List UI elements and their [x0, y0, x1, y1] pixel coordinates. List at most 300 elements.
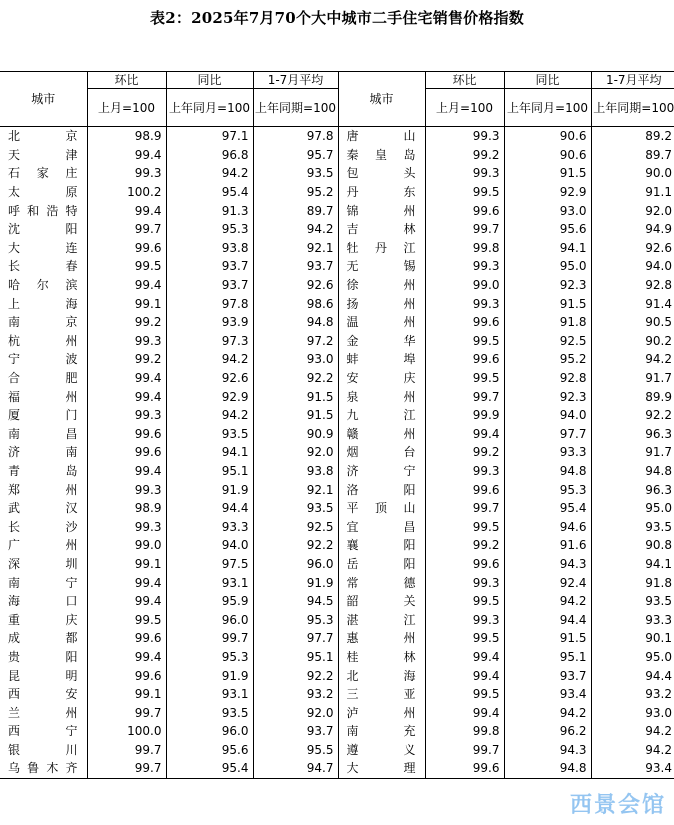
mom-right-cell: 99.7: [425, 220, 504, 239]
avg-right-cell: 89.7: [645, 147, 672, 162]
avg-right-cell: 93.5: [645, 594, 672, 609]
yoy-right-cell: 91.8: [504, 313, 591, 332]
yoy-left-cell: 95.1: [166, 462, 253, 481]
city-left-cell: 郑州: [0, 480, 87, 499]
yoy-right-cell: 93.4: [504, 685, 591, 704]
avg-left-cell: 89.7: [253, 201, 338, 220]
city-left-cell: 武汉: [0, 499, 87, 518]
avg-left-cell: 95.2: [253, 183, 338, 202]
mom-right-cell: 99.3: [425, 610, 504, 629]
avg-right-cell: 94.2: [645, 352, 672, 367]
mom-base-right: 上月=100: [425, 89, 504, 127]
table-row: [0, 239, 674, 258]
avg-right-cell: 95.0: [645, 649, 672, 664]
yoy-left-cell: 95.3: [166, 220, 253, 239]
yoy-left-cell: 91.9: [166, 480, 253, 499]
table-row: [0, 592, 674, 611]
yoy-left-cell: 93.7: [166, 276, 253, 295]
city-right-cell: 三亚: [338, 685, 425, 704]
avg-left-cell: 97.2: [253, 332, 338, 351]
mom-base-left: 上月=100: [87, 89, 166, 127]
table-row: [0, 666, 674, 685]
avg-right-cell: 96.3: [645, 482, 672, 497]
yoy-left-cell: 92.6: [166, 369, 253, 388]
yoy-left-cell: 95.3: [166, 648, 253, 667]
yoy-left-cell: 99.7: [166, 629, 253, 648]
mom-left-cell: 100.2: [87, 183, 166, 202]
yoy-right-cell: 94.3: [504, 741, 591, 760]
avg-right-cell: 89.9: [645, 389, 672, 404]
avg-right-cell: 91.7: [645, 445, 672, 460]
mom-left-cell: 99.3: [87, 480, 166, 499]
yoy-right-cell: 97.7: [504, 425, 591, 444]
table-row: [0, 648, 674, 667]
mom-left-cell: 99.3: [87, 517, 166, 536]
mom-left-cell: 99.7: [87, 220, 166, 239]
mom-left-cell: 99.3: [87, 164, 166, 183]
city-right-cell: 安庆: [338, 369, 425, 388]
yoy-right-cell: 94.8: [504, 462, 591, 481]
city-right-cell: 徐州: [338, 276, 425, 295]
city-left-cell: 福州: [0, 387, 87, 406]
avg-right-cell: 94.2: [645, 724, 672, 739]
city-right-cell: 锦州: [338, 201, 425, 220]
mom-left-cell: 99.5: [87, 257, 166, 276]
table-row: [0, 741, 674, 760]
yoy-left-cell: 94.1: [166, 443, 253, 462]
yoy-base-right: 上年同月=100: [504, 89, 591, 127]
avg-left-cell: 92.2: [253, 536, 338, 555]
city-right-cell: 秦皇岛: [338, 146, 425, 165]
mom-right-cell: 99.8: [425, 239, 504, 258]
yoy-left-cell: 96.8: [166, 146, 253, 165]
avg-right-cell: 91.1: [645, 185, 672, 200]
avg-left-cell: 92.2: [253, 369, 338, 388]
yoy-right-cell: 92.3: [504, 276, 591, 295]
mom-left-cell: 99.6: [87, 425, 166, 444]
city-left-cell: 太原: [0, 183, 87, 202]
avg-left-cell: 93.8: [253, 462, 338, 481]
yoy-right-cell: 92.4: [504, 573, 591, 592]
yoy-right-cell: 94.3: [504, 555, 591, 574]
table-row: [0, 257, 674, 276]
city-left-cell: 南昌: [0, 425, 87, 444]
city-right-cell: 赣州: [338, 425, 425, 444]
avg-right-cell: 93.4: [591, 759, 674, 778]
table-row: [0, 201, 674, 220]
city-right-cell: 扬州: [338, 294, 425, 313]
yoy-right-cell: 91.5: [504, 164, 591, 183]
avg-left-cell: 94.8: [253, 313, 338, 332]
avg-right-cell: 95.0: [645, 501, 672, 516]
city-right-cell: 泉州: [338, 387, 425, 406]
mom-header-right: 环比: [425, 72, 504, 89]
mom-right-cell: 99.3: [425, 294, 504, 313]
avg-left-cell: 95.7: [253, 146, 338, 165]
yoy-right-cell: 91.5: [504, 294, 591, 313]
mom-left-cell: 99.4: [87, 201, 166, 220]
avg-left-cell: 94.5: [253, 592, 338, 611]
yoy-left-cell: 95.4: [166, 183, 253, 202]
avg-right-cell: 90.5: [645, 315, 672, 330]
table-row: [0, 759, 674, 778]
avg-header-right: 1-7月平均: [591, 72, 674, 89]
avg-right-cell: 91.7: [645, 371, 672, 386]
city-right-cell: 金华: [338, 332, 425, 351]
mom-right-cell: 99.9: [425, 406, 504, 425]
yoy-left-cell: 94.0: [166, 536, 253, 555]
mom-left-cell: 99.4: [87, 146, 166, 165]
yoy-right-cell: 92.5: [504, 332, 591, 351]
table-row: [0, 183, 674, 202]
yoy-right-cell: 92.8: [504, 369, 591, 388]
avg-right-cell: 92.2: [645, 408, 672, 423]
mom-left-cell: 99.1: [87, 555, 166, 574]
city-left-cell: 沈阳: [0, 220, 87, 239]
city-right-cell: 宜昌: [338, 517, 425, 536]
city-left-cell: 贵阳: [0, 648, 87, 667]
avg-left-cell: 94.2: [253, 220, 338, 239]
yoy-right-cell: 94.8: [504, 759, 591, 778]
yoy-right-cell: 95.4: [504, 499, 591, 518]
city-left-cell: 上海: [0, 294, 87, 313]
avg-left-cell: 92.1: [253, 239, 338, 258]
avg-right-cell: 91.8: [645, 575, 672, 590]
yoy-left-cell: 95.6: [166, 741, 253, 760]
yoy-right-cell: 95.2: [504, 350, 591, 369]
city-right-cell: 平顶山: [338, 499, 425, 518]
yoy-left-cell: 95.4: [166, 759, 253, 778]
avg-right-cell: 90.0: [645, 166, 672, 181]
table-row: [0, 536, 674, 555]
city-left-cell: 呼和浩特: [0, 201, 87, 220]
city-left-cell: 长春: [0, 257, 87, 276]
city-left-cell: 南京: [0, 313, 87, 332]
city-right-cell: 吉林: [338, 220, 425, 239]
table-row: [0, 499, 674, 518]
city-right-cell: 韶关: [338, 592, 425, 611]
table-row: [0, 443, 674, 462]
city-right-cell: 大理: [338, 759, 425, 778]
table-row: [0, 610, 674, 629]
yoy-left-cell: 97.8: [166, 294, 253, 313]
mom-left-cell: 98.9: [87, 127, 166, 146]
city-left-cell: 深圳: [0, 555, 87, 574]
mom-left-cell: 99.2: [87, 350, 166, 369]
mom-right-cell: 99.5: [425, 517, 504, 536]
yoy-right-cell: 94.2: [504, 703, 591, 722]
city-left-cell: 北京: [0, 127, 87, 146]
avg-left-cell: 97.7: [253, 629, 338, 648]
table-row: [0, 462, 674, 481]
mom-right-cell: 99.7: [425, 387, 504, 406]
yoy-left-cell: 91.9: [166, 666, 253, 685]
mom-right-cell: 99.3: [425, 257, 504, 276]
yoy-left-cell: 92.9: [166, 387, 253, 406]
city-left-cell: 银川: [0, 741, 87, 760]
avg-header-left: 1-7月平均: [253, 72, 338, 89]
city-left-cell: 厦门: [0, 406, 87, 425]
avg-left-cell: 92.2: [253, 666, 338, 685]
table-row: [0, 703, 674, 722]
mom-right-cell: 99.4: [425, 703, 504, 722]
city-right-cell: 北海: [338, 666, 425, 685]
yoy-left-cell: 93.9: [166, 313, 253, 332]
city-right-cell: 九江: [338, 406, 425, 425]
table-row: [0, 406, 674, 425]
table-row: [0, 517, 674, 536]
avg-right-cell: 93.2: [645, 687, 672, 702]
avg-right-cell: 90.2: [645, 333, 672, 348]
avg-left-cell: 93.0: [253, 350, 338, 369]
yoy-left-cell: 97.5: [166, 555, 253, 574]
city-left-cell: 石家庄: [0, 164, 87, 183]
mom-left-cell: 99.4: [87, 387, 166, 406]
city-left-cell: 昆明: [0, 666, 87, 685]
table-row: [0, 294, 674, 313]
avg-right-cell: 93.0: [645, 705, 672, 720]
mom-left-cell: 99.5: [87, 610, 166, 629]
avg-right-cell: 92.6: [645, 240, 672, 255]
mom-right-cell: 99.5: [425, 183, 504, 202]
city-left-cell: 杭州: [0, 332, 87, 351]
avg-left-cell: 92.1: [253, 480, 338, 499]
city-left-cell: 成都: [0, 629, 87, 648]
avg-base-left: 上年同期=100: [253, 89, 338, 127]
mom-left-cell: 99.3: [87, 406, 166, 425]
avg-right-cell: 94.0: [645, 259, 672, 274]
mom-right-cell: 99.2: [425, 443, 504, 462]
mom-left-cell: 99.2: [87, 313, 166, 332]
yoy-right-cell: 92.3: [504, 387, 591, 406]
city-right-cell: 南充: [338, 722, 425, 741]
table-row: [0, 629, 674, 648]
city-left-cell: 兰州: [0, 703, 87, 722]
avg-right-cell: 89.2: [645, 129, 672, 144]
yoy-right-cell: 93.0: [504, 201, 591, 220]
avg-left-cell: 93.5: [253, 164, 338, 183]
city-left-cell: 合肥: [0, 369, 87, 388]
city-header-left: 城市: [0, 72, 87, 127]
yoy-right-cell: 95.0: [504, 257, 591, 276]
yoy-left-cell: 93.5: [166, 425, 253, 444]
city-left-cell: 长沙: [0, 517, 87, 536]
table-row: [0, 573, 674, 592]
avg-left-cell: 93.7: [253, 257, 338, 276]
mom-right-cell: 99.3: [425, 127, 504, 146]
city-left-cell: 乌鲁木齐: [0, 759, 87, 778]
mom-left-cell: 100.0: [87, 722, 166, 741]
table-row: [0, 276, 674, 295]
mom-left-cell: 99.4: [87, 573, 166, 592]
avg-right-cell: 94.8: [645, 463, 672, 478]
table-row: [0, 164, 674, 183]
yoy-left-cell: 91.3: [166, 201, 253, 220]
yoy-base-left: 上年同月=100: [166, 89, 253, 127]
yoy-left-cell: 96.0: [166, 722, 253, 741]
mom-right-cell: 99.6: [425, 759, 504, 778]
table-row: [0, 369, 674, 388]
avg-left-cell: 95.3: [253, 610, 338, 629]
mom-left-cell: 99.0: [87, 536, 166, 555]
city-right-cell: 牡丹江: [338, 239, 425, 258]
city-right-cell: 唐山: [338, 127, 425, 146]
city-left-cell: 海口: [0, 592, 87, 611]
city-right-cell: 岳阳: [338, 555, 425, 574]
avg-left-cell: 93.5: [253, 499, 338, 518]
yoy-right-cell: 93.3: [504, 443, 591, 462]
yoy-right-cell: 95.1: [504, 648, 591, 667]
yoy-right-cell: 95.3: [504, 480, 591, 499]
city-right-cell: 包头: [338, 164, 425, 183]
city-left-cell: 西安: [0, 685, 87, 704]
city-left-cell: 重庆: [0, 610, 87, 629]
mom-right-cell: 99.3: [425, 462, 504, 481]
city-right-cell: 济宁: [338, 462, 425, 481]
table-row: [0, 722, 674, 741]
yoy-right-cell: 96.2: [504, 722, 591, 741]
mom-left-cell: 99.3: [87, 332, 166, 351]
mom-left-cell: 99.6: [87, 443, 166, 462]
avg-right-cell: 91.4: [645, 296, 672, 311]
avg-right-cell: 93.3: [645, 612, 672, 627]
mom-left-cell: 99.1: [87, 685, 166, 704]
table-row: [0, 425, 674, 444]
city-right-cell: 湛江: [338, 610, 425, 629]
avg-right-cell: 94.9: [645, 222, 672, 237]
yoy-right-cell: 91.5: [504, 629, 591, 648]
yoy-header-right: 同比: [504, 72, 591, 89]
city-left-cell: 南宁: [0, 573, 87, 592]
yoy-right-cell: 94.1: [504, 239, 591, 258]
avg-left-cell: 91.9: [253, 573, 338, 592]
mom-right-cell: 99.2: [425, 146, 504, 165]
mom-right-cell: 99.4: [425, 666, 504, 685]
yoy-left-cell: 93.1: [166, 573, 253, 592]
table-row: [0, 350, 674, 369]
mom-left-cell: 99.7: [87, 759, 166, 778]
mom-left-cell: 99.4: [87, 276, 166, 295]
avg-left-cell: 94.7: [253, 759, 338, 778]
table-row: [0, 480, 674, 499]
table-row: [0, 313, 674, 332]
city-left-cell: 广州: [0, 536, 87, 555]
mom-right-cell: 99.8: [425, 722, 504, 741]
avg-right-cell: 93.5: [645, 519, 672, 534]
yoy-right-cell: 94.2: [504, 592, 591, 611]
avg-base-right: 上年同期=100: [591, 89, 674, 127]
city-left-cell: 哈尔滨: [0, 276, 87, 295]
city-left-cell: 天津: [0, 146, 87, 165]
mom-left-cell: 99.6: [87, 666, 166, 685]
yoy-right-cell: 91.6: [504, 536, 591, 555]
yoy-right-cell: 90.6: [504, 127, 591, 146]
city-right-cell: 惠州: [338, 629, 425, 648]
avg-left-cell: 95.1: [253, 648, 338, 667]
avg-left-cell: 92.6: [253, 276, 338, 295]
yoy-right-cell: 90.6: [504, 146, 591, 165]
city-header-right: 城市: [338, 72, 425, 127]
city-right-cell: 洛阳: [338, 480, 425, 499]
mom-right-cell: 99.4: [425, 648, 504, 667]
mom-right-cell: 99.5: [425, 685, 504, 704]
mom-left-cell: 99.1: [87, 294, 166, 313]
yoy-right-cell: 94.0: [504, 406, 591, 425]
mom-right-cell: 99.6: [425, 350, 504, 369]
yoy-left-cell: 94.2: [166, 406, 253, 425]
mom-header-left: 环比: [87, 72, 166, 89]
avg-left-cell: 92.5: [253, 517, 338, 536]
mom-right-cell: 99.7: [425, 499, 504, 518]
mom-right-cell: 99.6: [425, 313, 504, 332]
avg-right-cell: 94.1: [645, 556, 672, 571]
yoy-right-cell: 94.6: [504, 517, 591, 536]
city-right-cell: 泸州: [338, 703, 425, 722]
page-title: 表2：2025年7月70个大中城市二手住宅销售价格指数: [150, 9, 524, 27]
city-right-cell: 常德: [338, 573, 425, 592]
avg-left-cell: 97.8: [253, 127, 338, 146]
mom-left-cell: 99.4: [87, 462, 166, 481]
mom-right-cell: 99.4: [425, 425, 504, 444]
mom-right-cell: 99.6: [425, 480, 504, 499]
mom-right-cell: 99.5: [425, 332, 504, 351]
mom-left-cell: 99.7: [87, 741, 166, 760]
yoy-left-cell: 94.4: [166, 499, 253, 518]
yoy-left-cell: 94.2: [166, 350, 253, 369]
table-row: [0, 555, 674, 574]
avg-left-cell: 92.0: [253, 703, 338, 722]
city-right-cell: 丹东: [338, 183, 425, 202]
mom-right-cell: 99.0: [425, 276, 504, 295]
avg-right-cell: 90.8: [645, 538, 672, 553]
mom-right-cell: 99.3: [425, 573, 504, 592]
yoy-left-cell: 93.7: [166, 257, 253, 276]
city-left-cell: 济南: [0, 443, 87, 462]
avg-left-cell: 91.5: [253, 387, 338, 406]
avg-right-cell: 94.2: [645, 742, 672, 757]
mom-right-cell: 99.6: [425, 201, 504, 220]
avg-right-cell: 92.8: [645, 278, 672, 293]
yoy-header-left: 同比: [166, 72, 253, 89]
avg-right-cell: 92.0: [645, 203, 672, 218]
table-row: [0, 685, 674, 704]
mom-right-cell: 99.5: [425, 592, 504, 611]
yoy-left-cell: 97.3: [166, 332, 253, 351]
city-left-cell: 宁波: [0, 350, 87, 369]
mom-right-cell: 99.5: [425, 629, 504, 648]
price-index-table: [0, 71, 674, 779]
mom-right-cell: 99.5: [425, 369, 504, 388]
avg-left-cell: 95.5: [253, 741, 338, 760]
watermark-logo: 西景会馆: [569, 793, 666, 818]
avg-left-cell: 98.6: [253, 294, 338, 313]
mom-right-cell: 99.6: [425, 555, 504, 574]
yoy-left-cell: 94.2: [166, 164, 253, 183]
mom-left-cell: 99.7: [87, 703, 166, 722]
mom-left-cell: 99.4: [87, 592, 166, 611]
avg-left-cell: 90.9: [253, 425, 338, 444]
mom-left-cell: 99.4: [87, 369, 166, 388]
city-left-cell: 青岛: [0, 462, 87, 481]
avg-right-cell: 94.4: [645, 668, 672, 683]
city-right-cell: 遵义: [338, 741, 425, 760]
yoy-left-cell: 93.1: [166, 685, 253, 704]
yoy-right-cell: 93.7: [504, 666, 591, 685]
city-right-cell: 桂林: [338, 648, 425, 667]
yoy-left-cell: 95.9: [166, 592, 253, 611]
city-right-cell: 无锡: [338, 257, 425, 276]
mom-right-cell: 99.3: [425, 164, 504, 183]
